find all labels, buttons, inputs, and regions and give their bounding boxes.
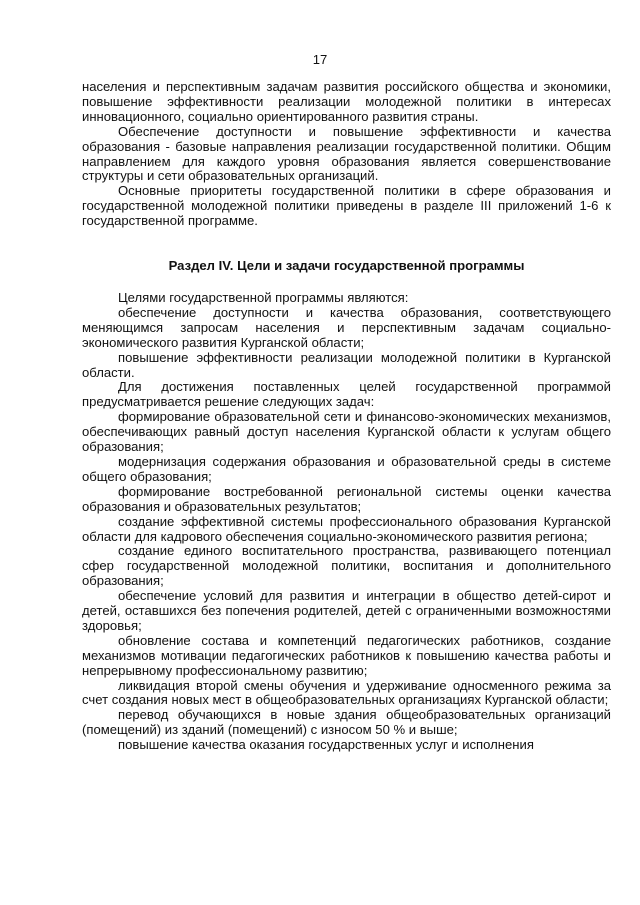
paragraph: Обеспечение доступности и повышение эффективности и качества образования - базовые направления реализации государственной политики. Общим направлением для каждого уровня образования является совершенствование структуры и сети образовательных организаций. [82,123,611,184]
paragraph: обновление состава и компетенций педагогических работников, создание механизмов мотивации педагогических работников к повышению качества работы и непрерывному профессиональному развитию; [82,632,611,678]
section-heading: Раздел IV. Цели и задачи государственной программы [168,258,525,273]
paragraph: обеспечение доступности и качества образования, соответствующего меняющимся запросам населения и перспективным задачам социально-экономического развития Курганской области; [82,304,611,350]
paragraph: ликвидация второй смены обучения и удерживание односменного режима за счет создания новых мест в общеобразовательных организациях Курганской области; [82,677,611,708]
paragraph: создание единого воспитательного пространства, развивающего потенциал сфер государственной молодежной политики, воспитания и дополнительного образования; [82,543,611,589]
paragraph: Основные приоритеты государственной политики в сфере образования и государственной молодежной политики приведены в разделе III приложений 1-6 к государственной программе. [82,183,611,229]
paragraph: создание эффективной системы профессионального образования Курганской области для кадрового обеспечения социально-экономического развития региона; [82,513,611,544]
intro-text [82,80,611,229]
paragraph: повышение качества оказания государственных услуг и исполнения [118,737,534,753]
paragraph: Целями государственной программы являются: [118,290,409,305]
section-body [82,291,611,753]
paragraph: формирование востребованной региональной системы оценки качества образования и образовательных результатов; [82,483,611,514]
paragraph: повышение эффективности реализации молодежной политики в Курганской области. [82,349,611,380]
paragraph: Для достижения поставленных целей государственной программой предусматривается решение следующих задач: [82,379,611,410]
paragraph: перевод обучающихся в новые здания общеобразовательных организаций (помещений) из зданий (помещений) с износом 50 % и выше; [82,707,611,738]
paragraph: модернизация содержания образования и образовательной среды в системе общего образования; [82,453,611,484]
paragraph: обеспечение условий для развития и интеграции в общество детей-сирот и детей, оставшихся без попечения родителей, детей с ограниченными возможностями здоровья; [82,588,611,633]
page-number: 17 [312,52,328,67]
paragraph: формирование образовательной сети и финансово-экономических механизмов, обеспечивающих равный доступ населения Курганской области к услугам общего образования; [82,409,611,455]
paragraph: населения и перспективным задачам развития российского общества и экономики, повышение эффективности реализации молодежной политики в интересах инновационного, социально ориентированного развития страны. [82,79,611,124]
